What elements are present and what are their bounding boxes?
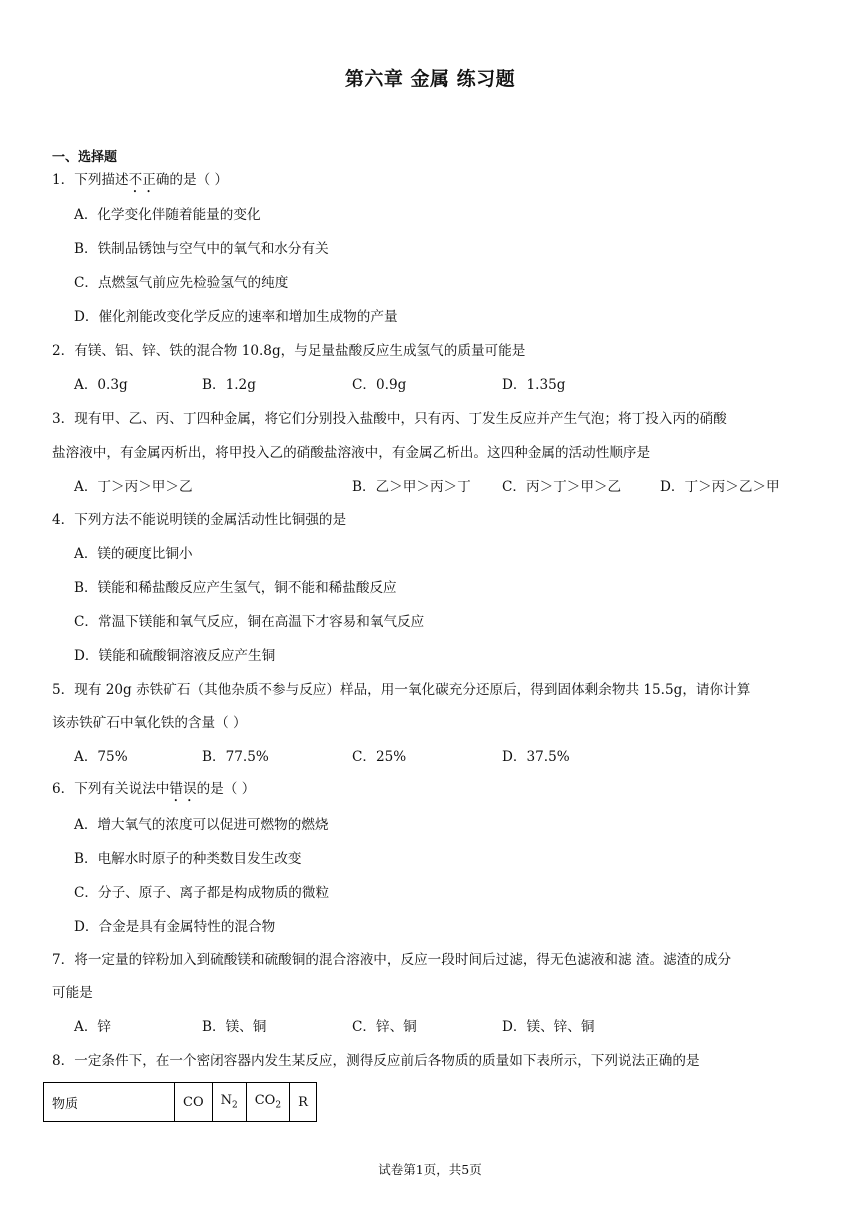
question-7-stem-line1: 7．将一定量的锌粉加入到硫酸镁和硫酸铜的混合溶液中，反应一段时间后过滤，得无色滤液和滤 渣。滤渣的成分	[52, 952, 732, 968]
question-6-text-pre: 6．下列有关说法中	[52, 781, 170, 797]
question-5-option-c: C．25%	[352, 749, 407, 765]
question-5-stem-line1: 5．现有 20g 赤铁矿石（其他杂质不参与反应）样品，用一氧化碳充分还原后，得到固体剩余物共 15.5g，请你计算	[52, 682, 751, 698]
question-6-option-a: A．增大氧气的浓度可以促进可燃物的燃烧	[74, 817, 329, 833]
question-3-option-b: B．乙＞甲＞丙＞丁	[352, 479, 471, 495]
table-cell-substance: 物质	[44, 1083, 175, 1122]
question-1-stem	[52, 171, 228, 196]
question-6-option-b: B．电解水时原子的种类数目发生改变	[74, 851, 302, 867]
question-5-option-d: D．37.5%	[502, 749, 570, 765]
mass-table	[43, 1082, 317, 1122]
question-1-option-b: B．铁制品锈蚀与空气中的氧气和水分有关	[74, 241, 329, 257]
question-2-option-a: A．0.3g	[74, 377, 128, 393]
table-cell-n2	[212, 1083, 246, 1122]
question-6-text-post: 的是（ ）	[196, 781, 256, 797]
question-2-option-c: C．0.9g	[352, 377, 407, 393]
question-4-option-b: B．镁能和稀盐酸反应产生氢气，铜不能和稀盐酸反应	[74, 580, 397, 596]
question-1-emphasis: 不正	[128, 172, 156, 188]
question-1-option-a: A．化学变化伴随着能量的变化	[74, 207, 261, 223]
question-6-emphasis: 错误	[169, 781, 197, 797]
question-3-option-a: A．丁＞丙＞甲＞乙	[74, 479, 193, 495]
question-5-option-b: B．77.5%	[202, 749, 269, 765]
table-cell-co2	[246, 1083, 289, 1122]
question-2-option-d: D．1.35g	[502, 377, 566, 393]
table-row	[44, 1083, 317, 1122]
question-5-option-a: A．75%	[74, 749, 128, 765]
n2-symbol: N	[220, 1093, 232, 1109]
question-2-stem: 2．有镁、铝、锌、铁的混合物 10.8g，与足量盐酸反应生成氢气的质量可能是	[52, 343, 526, 359]
co2-symbol: CO	[254, 1093, 276, 1109]
question-7-option-b: B．镁、铜	[202, 1019, 267, 1035]
co2-subscript: 2	[275, 1100, 282, 1111]
question-5-stem-line2: 该赤铁矿石中氧化铁的含量（ ）	[52, 715, 247, 731]
question-2-option-b: B．1.2g	[202, 377, 256, 393]
table-cell-r: R	[290, 1083, 317, 1122]
question-6-option-d: D．合金是具有金属特性的混合物	[74, 919, 276, 935]
question-7-stem-line2: 可能是	[52, 985, 93, 1001]
question-1-option-c: C．点燃氢气前应先检验氢气的纯度	[74, 275, 289, 291]
question-3-stem-line2: 盐溶液中，有金属丙析出，将甲投入乙的硝酸盐溶液中，有金属乙析出。这四种金属的活动性顺序是	[52, 445, 651, 461]
question-4-option-d: D．镁能和硫酸铜溶液反应产生铜	[74, 648, 276, 664]
question-4-option-a: A．镁的硬度比铜小	[74, 546, 193, 562]
table-cell-co: CO	[175, 1083, 213, 1122]
question-3-stem-line1: 3．现有甲、乙、丙、丁四种金属，将它们分别投入盐酸中，只有丙、丁发生反应并产生气泡；将丁投入丙的硝酸	[52, 411, 727, 427]
question-3-option-d: D．丁＞丙＞乙＞甲	[660, 479, 780, 495]
question-6-option-c: C．分子、原子、离子都是构成物质的微粒	[74, 885, 330, 901]
question-1-text-post: 确的是（ ）	[155, 172, 229, 188]
question-3-option-c: C．丙＞丁＞甲＞乙	[502, 479, 622, 495]
question-1-option-d: D．催化剂能改变化学反应的速率和增加生成物的产量	[74, 309, 398, 325]
question-1-text-pre: 1．下列描述	[52, 172, 129, 188]
question-8-stem: 8．一定条件下，在一个密闭容器内发生某反应，测得反应前后各物质的质量如下表所示，下列说法正确的是	[52, 1053, 700, 1069]
question-4-stem: 4．下列方法不能说明镁的金属活动性比铜强的是	[52, 512, 347, 528]
question-6-stem	[52, 780, 255, 805]
question-7-option-d: D．镁、锌、铜	[502, 1019, 595, 1035]
question-4-option-c: C．常温下镁能和氧气反应，铜在高温下才容易和氧气反应	[74, 614, 425, 630]
question-7-option-c: C．锌、铜	[352, 1019, 417, 1035]
question-7-option-a: A．锌	[74, 1019, 112, 1035]
n2-subscript: 2	[231, 1100, 238, 1111]
section-heading: 一、选择题	[52, 150, 118, 165]
page-footer: 试卷第1页，共5页	[378, 1162, 482, 1177]
page-title: 第六章 金属 练习题	[344, 68, 516, 90]
